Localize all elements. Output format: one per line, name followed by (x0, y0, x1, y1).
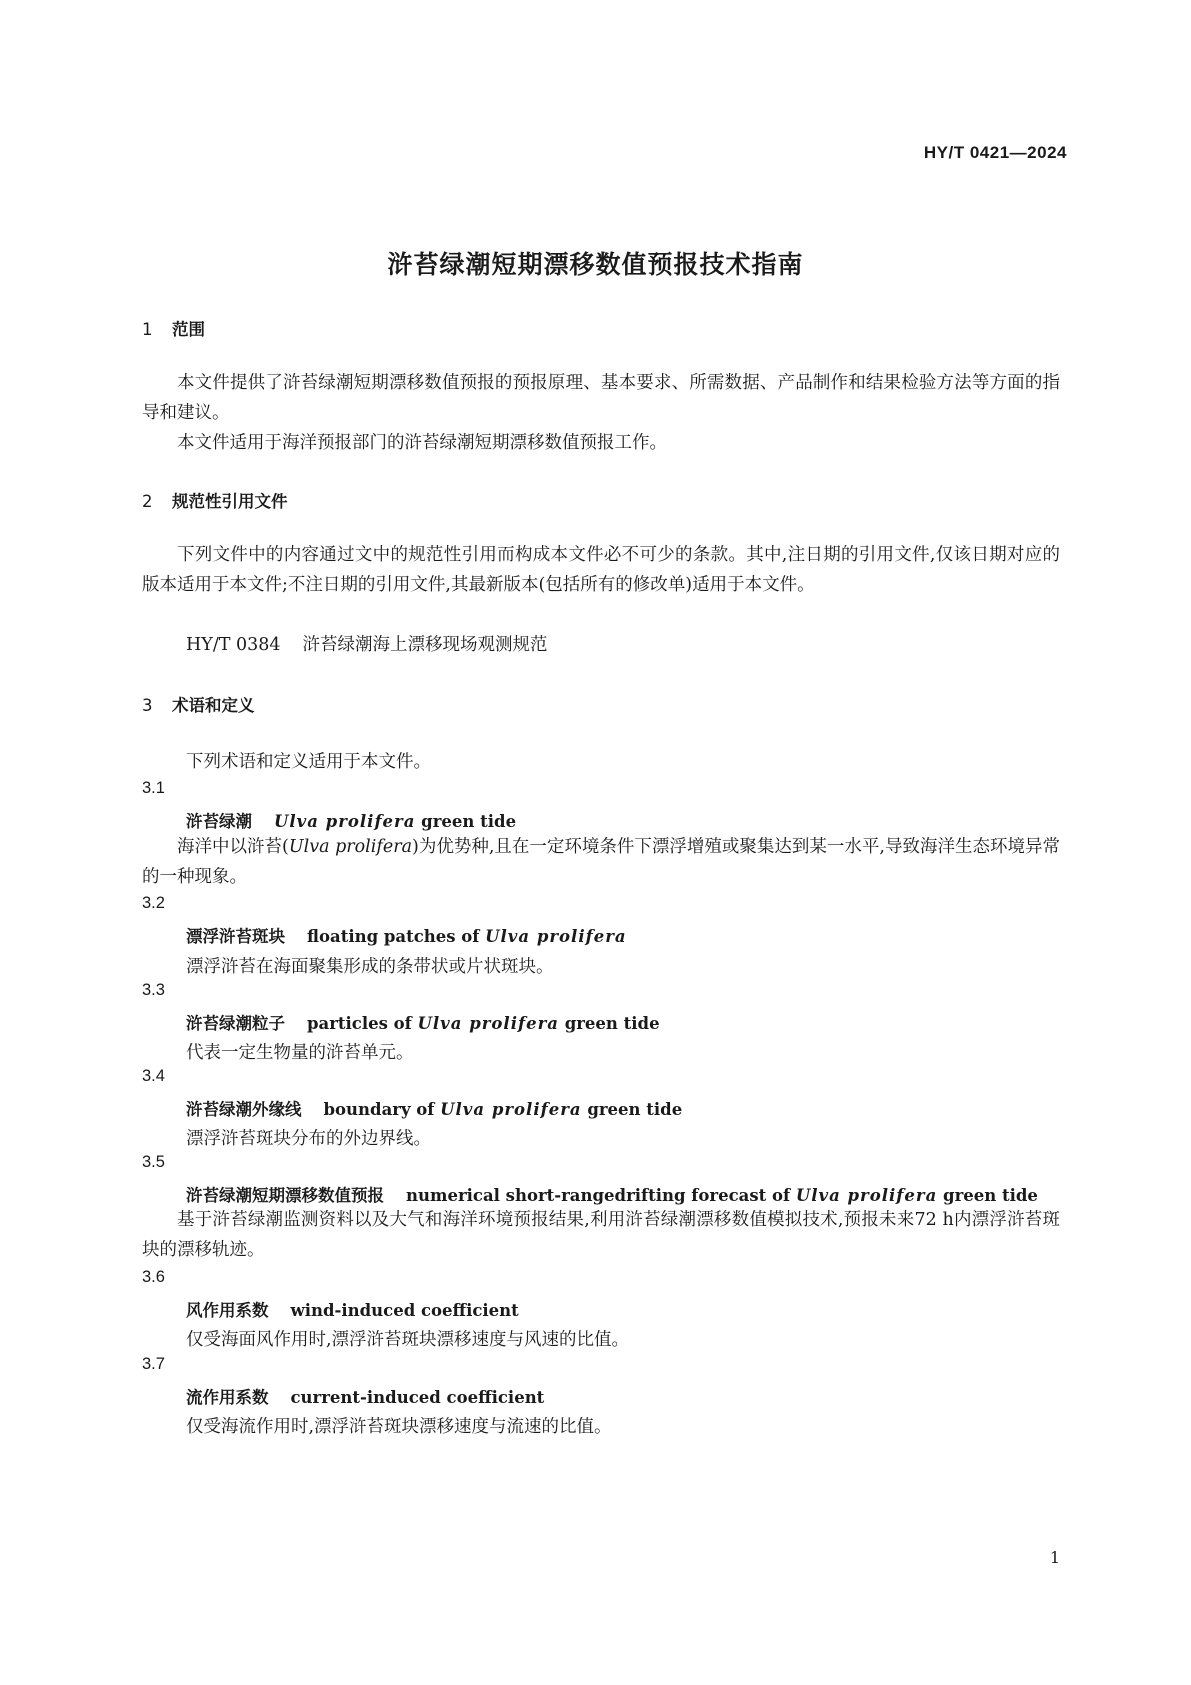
term-en: particles of Ulva prolifera green tide (307, 1014, 660, 1033)
term-definition: 海洋中以浒苔(Ulva prolifera)为优势种,且在一定环境条件下漂浮增殖或聚集达到某一水平,导致海洋生态环境异常的一种现象。 (142, 837, 1061, 887)
term-number: 3.6 (142, 1268, 165, 1286)
paragraph: 本文件提供了浒苔绿潮短期漂移数值预报的预报原理、基本要求、所需数据、产品制作和结果检验方法等方面的指导和建议。 (142, 373, 1060, 423)
normative-reference (186, 631, 547, 656)
section-title: 范围 (172, 320, 205, 339)
term-name (186, 1182, 1038, 1206)
term-definition: 漂浮浒苔在海面聚集形成的条带状或片状斑块。 (186, 957, 554, 977)
term-zh: 浒苔绿潮 (186, 812, 252, 831)
term-number: 3.5 (142, 1153, 165, 1171)
term-number: 3.7 (142, 1355, 165, 1373)
term-zh: 流作用系数 (186, 1388, 269, 1407)
term-number: 3.2 (142, 894, 165, 912)
term-en: wind-induced coefficient (290, 1301, 519, 1320)
section-title: 规范性引用文件 (172, 492, 288, 511)
term-definition: 基于浒苔绿潮监测资料以及大气和海洋环境预报结果,利用浒苔绿潮漂移数值模拟技术,预报未来72 h内漂浮浒苔斑块的漂移轨迹。 (142, 1210, 1060, 1260)
term-en: Ulva prolifera green tide (274, 812, 517, 831)
reference-title: 浒苔绿潮海上漂移现场观测规范 (302, 635, 548, 655)
term-zh: 浒苔绿潮短期漂移数值预报 (186, 1186, 384, 1205)
term-en: numerical short-rangedrifting forecast of Ulva prolifera green tide (406, 1186, 1038, 1205)
section-number: 1 (142, 320, 153, 339)
section-heading-2 (142, 488, 288, 512)
term-zh: 浒苔绿潮外缘线 (186, 1100, 302, 1119)
term-number: 3.1 (142, 779, 165, 797)
paragraph: 本文件适用于海洋预报部门的浒苔绿潮短期漂移数值预报工作。 (177, 433, 667, 453)
section-heading-1 (142, 316, 205, 340)
reference-code: HY/T 0384 (186, 635, 281, 655)
document-title: 浒苔绿潮短期漂移数值预报技术指南 (387, 250, 804, 279)
term-name (186, 1096, 682, 1120)
term-definition: 仅受海流作用时,漂浮浒苔斑块漂移速度与流速的比值。 (186, 1417, 612, 1437)
term-definition: 仅受海面风作用时,漂浮浒苔斑块漂移速度与风速的比值。 (186, 1330, 630, 1350)
term-number: 3.4 (142, 1067, 165, 1085)
term-name (186, 923, 627, 947)
section-number: 2 (142, 492, 153, 511)
paragraph: 下列文件中的内容通过文中的规范性引用而构成本文件必不可少的条款。其中,注日期的引用文件,仅该日期对应的版本适用于本文件;不注日期的引用文件,其最新版本(包括所有的修改单)适用于本文件。 (142, 545, 1060, 595)
standard-code: HY/T 0421—2024 (923, 143, 1067, 162)
term-number: 3.3 (142, 981, 165, 999)
term-definition: 漂浮浒苔斑块分布的外边界线。 (186, 1129, 431, 1149)
term-name (186, 808, 516, 832)
term-name (186, 1297, 519, 1321)
term-en: current-induced coefficient (290, 1388, 545, 1407)
page-number: 1 (1049, 1548, 1060, 1567)
term-en: floating patches of Ulva prolifera (307, 927, 627, 946)
paragraph: 下列术语和定义适用于本文件。 (186, 752, 431, 772)
term-name (186, 1010, 660, 1034)
section-number: 3 (142, 696, 153, 715)
term-zh: 漂浮浒苔斑块 (186, 927, 285, 946)
term-zh: 风作用系数 (186, 1301, 269, 1320)
term-en: boundary of Ulva prolifera green tide (323, 1100, 683, 1119)
term-zh: 浒苔绿潮粒子 (186, 1014, 285, 1033)
term-name (186, 1384, 544, 1408)
term-definition: 代表一定生物量的浒苔单元。 (186, 1043, 414, 1063)
section-title: 术语和定义 (172, 696, 255, 715)
section-heading-3 (142, 692, 255, 716)
